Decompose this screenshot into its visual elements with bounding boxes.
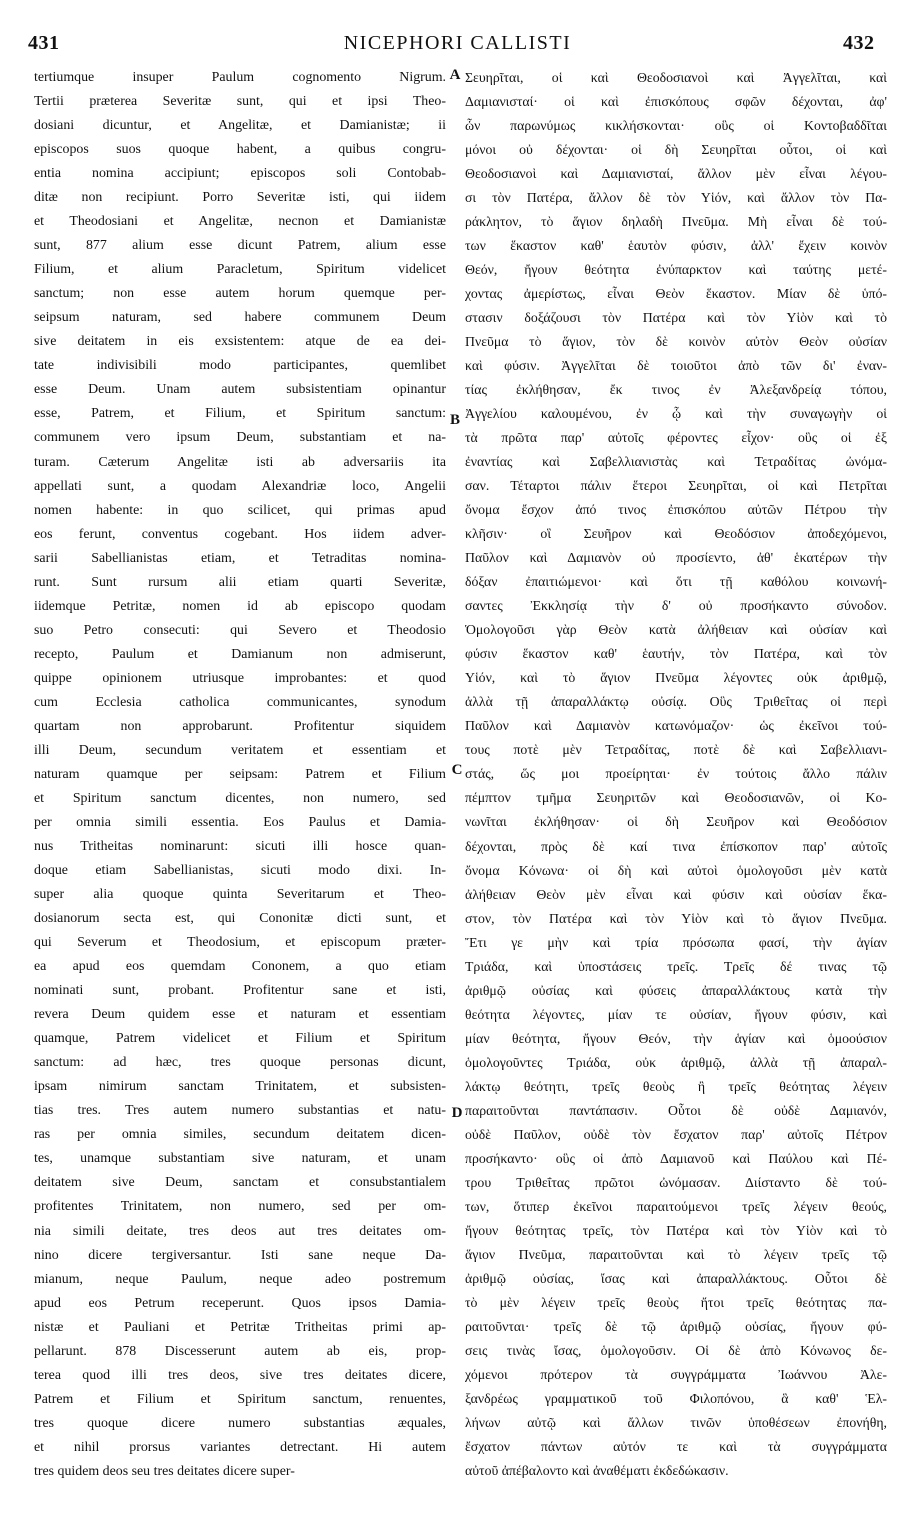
greek-text-line: Θεοδοσιανοὶ καὶ Δαμιανισταί, ἄλλον μὲν εἶναι λέγου- [465, 166, 887, 182]
latin-text-line: sunt, 877 alium esse dicunt Patrem, alium esse [34, 238, 446, 254]
latin-text-line: tres quoque dicere numero substantias æquales, [34, 1415, 446, 1431]
greek-text-line: φύσιν ἕκαστον καθ' ἑαυτήν, τὸν Πατέρα, καὶ τὸν [465, 646, 887, 662]
greek-text-line: ἐναντίας καὶ Σαβελλιανιστὰς καὶ Τετραδίτας ὠνόμα- [465, 454, 887, 470]
greek-text-line: μίαν θεότητα, ἤγουν Θεόν, τὴν ἁγίαν καὶ ὁμοούσιον [465, 1030, 887, 1046]
latin-text-line: dosiani dicuntur, et Angelitæ, et Damianistæ; ii [34, 118, 446, 134]
greek-text-line: Υἱόν, καὶ τὸ ἅγιον Πνεῦμα λέγοντες οὐκ ἀριθμῷ, [465, 670, 887, 686]
latin-text-line: tres quidem deos seu tres deitates dicere super- [34, 1463, 295, 1479]
latin-text-line: ipsam nimirum sanctam Trinitatem, et subsisten- [34, 1079, 446, 1095]
latin-text-line: Filium, et alium Paracletum, Spiritum videlicet [34, 262, 446, 278]
greek-text-line: σαν. Τέταρτοι πάλιν ἕτεροι Σευηρῖται, οἱ καὶ Πετρῖται [465, 478, 887, 494]
greek-text-line: ὄνομα ἔσχον ἀπό τινος ἐπισκόπου αὐτῶν Πέτρου τὴν [465, 502, 887, 518]
greek-text-line: προσήκαντο· οὓς οἱ ἀπὸ Δαμιανοῦ καὶ Παύλου καὶ Πέ- [465, 1150, 887, 1166]
greek-text-line: στασιν δοξάζουσι τὸν Πατέρα καὶ τὸν Υἱὸν καὶ τὸ [465, 310, 887, 326]
latin-text-line: profitentes Trinitatem, non numero, sed per om- [34, 1199, 446, 1215]
latin-text-line: tertiumque insuper Paulum cognomento Nigrum. [34, 70, 446, 85]
greek-text-line: ξανδρέως γραμματικοῦ τοῦ Φιλοπόνου, ἃ καθ' Ἑλ- [465, 1390, 887, 1406]
greek-text-line: ἀλήθειαν Θεὸν μὲν εἶναι καὶ φύσιν καὶ οὐσίαν ἕκα- [465, 886, 887, 902]
greek-text-line: τρου Τριθεΐτας πρῶτοι ὠνόμασαν. Διίσταντο δὲ τού- [465, 1174, 887, 1190]
greek-text-line: χόμενοι πρότερον τὰ συγγράμματα Ἰωάννου Ἀλε- [465, 1366, 887, 1382]
latin-text-line: mianum, neque Paulum, neque adeo postremum [34, 1271, 446, 1287]
greek-text-line: Παῦλον καὶ Δαμιανὸν οὐ προσίεντο, ἀθ' ἑκατέρων τὴν [465, 550, 887, 566]
greek-text-line: Θεόν, ἤγουν θεότητα ἐνύπαρκτον καὶ ταύτης μετέ- [465, 262, 887, 278]
latin-text-line: sive deitatem in eis exsistentem: atque de ea dei- [34, 334, 446, 350]
latin-text-line: iidemque Petritæ, nomen id ab episcopo quodam [34, 598, 446, 614]
latin-text-line: tias tres. Tres autem numero substantias et natu- [34, 1103, 446, 1119]
greek-column [465, 66, 887, 1483]
latin-text-line: eos ferunt, conventus cogebant. Hos iidem adver- [34, 526, 446, 542]
latin-text-line: et nihil prorsus variantes detrectant. Hi autem [34, 1439, 446, 1455]
latin-text-line: seipsum naturam, sed habere communem Deum [34, 310, 446, 326]
greek-text-line: Δαμιανισταί· οἱ καὶ ἐπισκόπους σφῶν δέχονται, ἀφ' [465, 94, 887, 110]
latin-text-line: qui Severum et Theodosium, et episcopum præter- [34, 935, 446, 951]
greek-text-line: ὧν παρωνύμως κικλήσκονται· οὓς οἱ Κοντοβαδδῖται [465, 118, 887, 134]
running-title: NICEPHORI CALLISTI [343, 32, 572, 54]
latin-text-line: runt. Sunt rursum alii etiam quarti Severitæ, [34, 574, 446, 590]
greek-text-line: ἔσχατον πάντων αὐτόν τε καὶ τὰ συγγράμματα [465, 1438, 887, 1454]
greek-text-line: ὄνομα Κόνωνα· οἱ δὴ καὶ αὐτοὶ ὁμολογοῦσι μὲν κατὰ [465, 862, 887, 878]
greek-text-line: τὸ μὲν λέγειν τρεῖς θεοὺς ἤτοι τρεῖς θεότητας πα- [465, 1294, 887, 1310]
margin-letter-a: A [449, 67, 461, 83]
latin-text-line: nomen habente: in quo scilicet, qui primas apud [34, 502, 446, 518]
greek-text-line: σαντες Ἐκκλησίᾳ τὴν δ' οὐ προσήκαντο σύνοδον. [465, 598, 887, 614]
latin-text-line: ras per omnia similes, secundum deitatem dicen- [34, 1127, 446, 1143]
latin-text-line: suo Petro consecuti: qui Severo et Theodosio [34, 622, 446, 638]
latin-text-line: sarii Sabellianistas etiam, et Tetraditas nomina- [34, 550, 446, 566]
latin-text-line: deitatem sive Deum, sanctam et consubstantialem [34, 1175, 446, 1191]
latin-text-line: Patrem et Filium et Spiritum sanctum, renuentes, [34, 1391, 446, 1407]
margin-letter-d: D [451, 1105, 463, 1121]
latin-text-line: communem vero ipsum Deum, substantiam et na- [34, 430, 446, 446]
right-page-number: 432 [843, 32, 875, 54]
greek-text-line: Τριάδα, καὶ ὑποστάσεις τρεῖς. Τρεῖς δέ τινας τῷ [465, 958, 887, 974]
latin-text-line: super alia quoque quinta Severitarum et Theo- [34, 887, 446, 903]
latin-text-line: sanctum; non esse autem horum quemque per- [34, 286, 446, 302]
greek-text-line: στάς, ὥς μοι προείρηται· ἐν τούτοις ἄλλο πάλιν [465, 766, 887, 782]
greek-text-line: λήνων αὐτῷ καὶ ἄλλων τινῶν ὑποθέσεων ἐπονήθη, [465, 1414, 887, 1430]
greek-text-line: θεότητα λέγοντες, μίαν τε οὐσίαν, ἤγουν φύσιν, καὶ [465, 1006, 887, 1022]
latin-text-line: doque etiam Sabellianistas, sicuti modo dixi. In- [34, 863, 446, 879]
greek-text-line: ὁμολογοῦντες Τριάδα, οὐκ ἀριθμῷ, ἀλλὰ τῇ ἀπαραλ- [465, 1054, 887, 1070]
latin-text-line: cum Ecclesia catholica communicantes, synodum [34, 694, 446, 710]
greek-text-line: σι τὸν Πατέρα, ἄλλον δὲ τὸν Υἱόν, καὶ ἄλλον τὸν Πα- [465, 190, 887, 206]
latin-text-line: Tertii præterea Severitæ sunt, qui et ipsi Theo- [34, 94, 446, 110]
latin-text-line: et Spiritum sanctum dicentes, non numero, sed [34, 790, 446, 806]
greek-text-line: Παῦλον καὶ Δαμιανὸν κατωνόμαζον· ὡς ἐκεῖνοι τού- [465, 718, 887, 734]
latin-text-line: et Theodosiani et Angelitæ, necnon et Damianistæ [34, 214, 446, 230]
latin-text-line: nus Tritheitas nominarunt: sicuti illi hosce quan- [34, 839, 446, 854]
greek-text-line: ἅγιον Πνεῦμα, παραιτοῦνται καὶ τὸ λέγειν τρεῖς τῷ [465, 1246, 887, 1262]
greek-text-line: τίας ἐκλήθησαν, ἔκ τινος ἐν Ἀλεξανδρείᾳ τόπου, [465, 382, 887, 398]
latin-text-line: pellarunt. 878 Discesserunt autem ab eis, prop- [34, 1343, 446, 1359]
greek-text-line: Ἀγγελίου καλουμένου, ἐν ᾧ καὶ τὴν συναγωγὴν οἱ [465, 406, 887, 422]
greek-text-line: ραιτοῦνται· τρεῖς δὲ τῷ ἀριθμῷ οὐσίας, ἤγουν φύ- [465, 1318, 887, 1334]
greek-text-line: νωνῖται ἐκλήθησαν· οἱ δὴ Σευῆρον καὶ Θεοδόσιον [465, 814, 887, 830]
latin-text-line: apud eos Petrum receperunt. Quos ipsos Damia- [34, 1295, 446, 1311]
latin-text-line: terea quod illi tres deos, sive tres deitates dicere, [34, 1367, 446, 1383]
latin-text-line: ditæ non recipiunt. Porro Severitæ isti, qui iidem [34, 190, 446, 206]
latin-text-line: illi Deum, secundum veritatem et essentiam et [34, 742, 446, 758]
greek-text-line: σεις τινὰς ἴσας, ὁμολογοῦσιν. Οἱ δὲ ἀπὸ Κόνωνος δε- [465, 1342, 887, 1358]
latin-text-line: nistæ et Pauliani et Petritæ Tritheitas primi ap- [34, 1319, 446, 1335]
greek-text-line: παραιτοῦνται παντάπασιν. Οὗτοι δὲ οὐδὲ Δαμιανόν, [465, 1102, 887, 1118]
greek-text-line: Πνεῦμα τὸ ἅγιον, τὸν δὲ κοινὸν αὐτὸν Θεὸν οὐσίαν [465, 334, 887, 350]
latin-text-line: ea apud eos quemdam Cononem, a quo etiam [34, 959, 446, 975]
greek-text-line: Ἔτι γε μὴν καὶ τρία πρόσωπα φασί, τὴν ἁγίαν [465, 934, 887, 950]
latin-text-line: revera Deum quidem esse et naturam et essentiam [34, 1007, 446, 1023]
latin-text-line: nino dicere tergiversantur. Isti sane neque Da- [34, 1247, 446, 1263]
greek-text-line: καὶ φύσιν. Ἀγγελῖται δὲ τοιοῦτοι ἀπὸ τῶν δι' ἐναν- [465, 358, 887, 374]
latin-text-line: tate indivisibili modo participantes, quemlibet [34, 358, 446, 374]
margin-letter-b: B [449, 412, 460, 428]
latin-text-line: quippe opinionem utriusque improbantes: et quod [34, 670, 446, 686]
greek-text-line: Σευηρῖται, οἱ καὶ Θεοδοσιανοὶ καὶ Ἀγγελῖται, καὶ [465, 70, 887, 85]
greek-text-line: ἀλλὰ τῇ ἀπαραλλάκτῳ οὐσίᾳ. Οὓς Τριθεΐτας οἱ περὶ [465, 694, 887, 710]
greek-text-line: των ἕκαστον καθ' ἑαυτὸν φύσιν, ἀλλ' ἔχειν κοινὸν [465, 238, 887, 254]
greek-text-line: των, ὅτιπερ ἐκεῖνοι παραιτούμενοι τρεῖς λέγειν θεούς, [465, 1198, 887, 1214]
margin-letter-c: C [451, 762, 463, 778]
greek-text-line: αὐτοῦ ἀπέβαλοντο καὶ ἀναθέματι ἐκδεδώκασιν. [465, 1462, 729, 1478]
latin-text-line: tes, unamque substantiam sive naturam, et unam [34, 1151, 446, 1167]
latin-text-line: episcopos suos quoque habent, a quibus congru- [34, 142, 446, 158]
greek-text-line: Ὁμολογοῦσι γὰρ Θεὸν κατὰ ἀλήθειαν καὶ οὐσίαν καὶ [465, 622, 887, 638]
greek-text-line: δέχονται, πρὸς δὲ καί τινα ἐπίσκοπον παρ' αὐτοῖς [465, 838, 887, 854]
latin-column [34, 66, 446, 1484]
greek-text-line: τὰ πρῶτα παρ' αὐτοῖς φέροντες εἶχον· οὓς οἱ ἐξ [465, 430, 887, 446]
latin-text-line: naturam quamque per seipsam: Patrem et Filium [34, 766, 446, 782]
greek-text-line: πέμπτον τμῆμα Σευηριτῶν καὶ Θεοδοσιανῶν, οἱ Κο- [465, 790, 887, 806]
greek-text-line: οὐδὲ Παῦλον, οὐδὲ τὸν ἔσχατον παρ' αὐτοῖς Πέτρον [465, 1126, 887, 1142]
latin-text-line: turam. Cæterum Angelitæ isti ab adversariis ita [34, 454, 446, 470]
latin-text-line: quamque, Patrem videlicet et Filium et Spiritum [34, 1031, 446, 1047]
latin-text-line: recepto, Paulum et Damianum non admiserunt, [34, 646, 446, 662]
greek-text-line: τους ποτὲ μὲν Τετραδίτας, ποτὲ δὲ καὶ Σαβελλιανι- [465, 742, 887, 758]
greek-text-line: ἀριθμῷ οὐσίας, ἴσας καὶ ἀπαραλλάκτους. Οὗτοι δὲ [465, 1270, 887, 1286]
greek-text-line: δόξαν ἐπαιτιώμενοι· καὶ ὅτι τῇ καθόλου κοινωνή- [465, 574, 887, 590]
greek-text-line: χοντας ἀμερίστως, εἶναι Θεὸν ἕκαστον. Μίαν δὲ ὑπό- [465, 286, 887, 302]
greek-text-line: λάκτῳ θεότητι, τρεῖς θεοὺς ἢ τρεῖς θεότητας λέγειν [465, 1078, 887, 1094]
greek-text-line: ἤγουν θεότητας τρεῖς, τὸν Πατέρα καὶ τὸν Υἱὸν καὶ τὸ [465, 1222, 887, 1238]
latin-text-line: sanctum: ad hæc, tres quoque personas dicunt, [34, 1055, 446, 1071]
latin-text-line: nia simili deitate, tres deos aut tres deitates om- [34, 1223, 446, 1239]
latin-text-line: esse Deum. Unam autem subsistentiam opinantur [34, 382, 446, 398]
running-header [0, 30, 915, 64]
latin-text-line: esse, Patrem, et Filium, et Spiritum sanctum: [34, 406, 446, 422]
greek-text-line: κλῆσιν· οἳ Σευῆρον καὶ Θεοδόσιον ἀποδεχόμενοι, [465, 526, 887, 542]
greek-text-line: στον, τὸν Πατέρα καὶ τὸν Υἱὸν καὶ τὸ ἅγιον Πνεῦμα. [465, 910, 887, 926]
left-page-number: 431 [28, 32, 60, 54]
greek-text-line: ράκλητον, τὸ ἅγιον δηλαδὴ Πνεῦμα. Μὴ εἶναι δὲ τού- [465, 214, 887, 230]
latin-text-line: appellati sunt, a quodam Alexandriæ loco, Angelii [34, 478, 446, 494]
latin-text-line: dosianorum secta est, qui Cononitæ dicti sunt, et [34, 911, 446, 927]
latin-text-line: per omnia simili essentia. Eos Paulus et Damia- [34, 814, 446, 830]
greek-text-line: μόνοι οὐ δέχονται· οἱ δὴ Σευηρῖται οὗτοι, οἱ καὶ [465, 142, 887, 158]
latin-text-line: nominati sunt, probant. Profitentur sane et isti, [34, 983, 446, 999]
latin-text-line: quartam non approbarunt. Profitentur siquidem [34, 718, 446, 734]
latin-text-line: entia nomina accipiunt; episcopos soli Contobab- [34, 166, 446, 182]
greek-text-line: ἀριθμῷ οὐσίας καὶ φύσεις ἀπαραλλάκτους κατὰ τὴν [465, 982, 887, 998]
